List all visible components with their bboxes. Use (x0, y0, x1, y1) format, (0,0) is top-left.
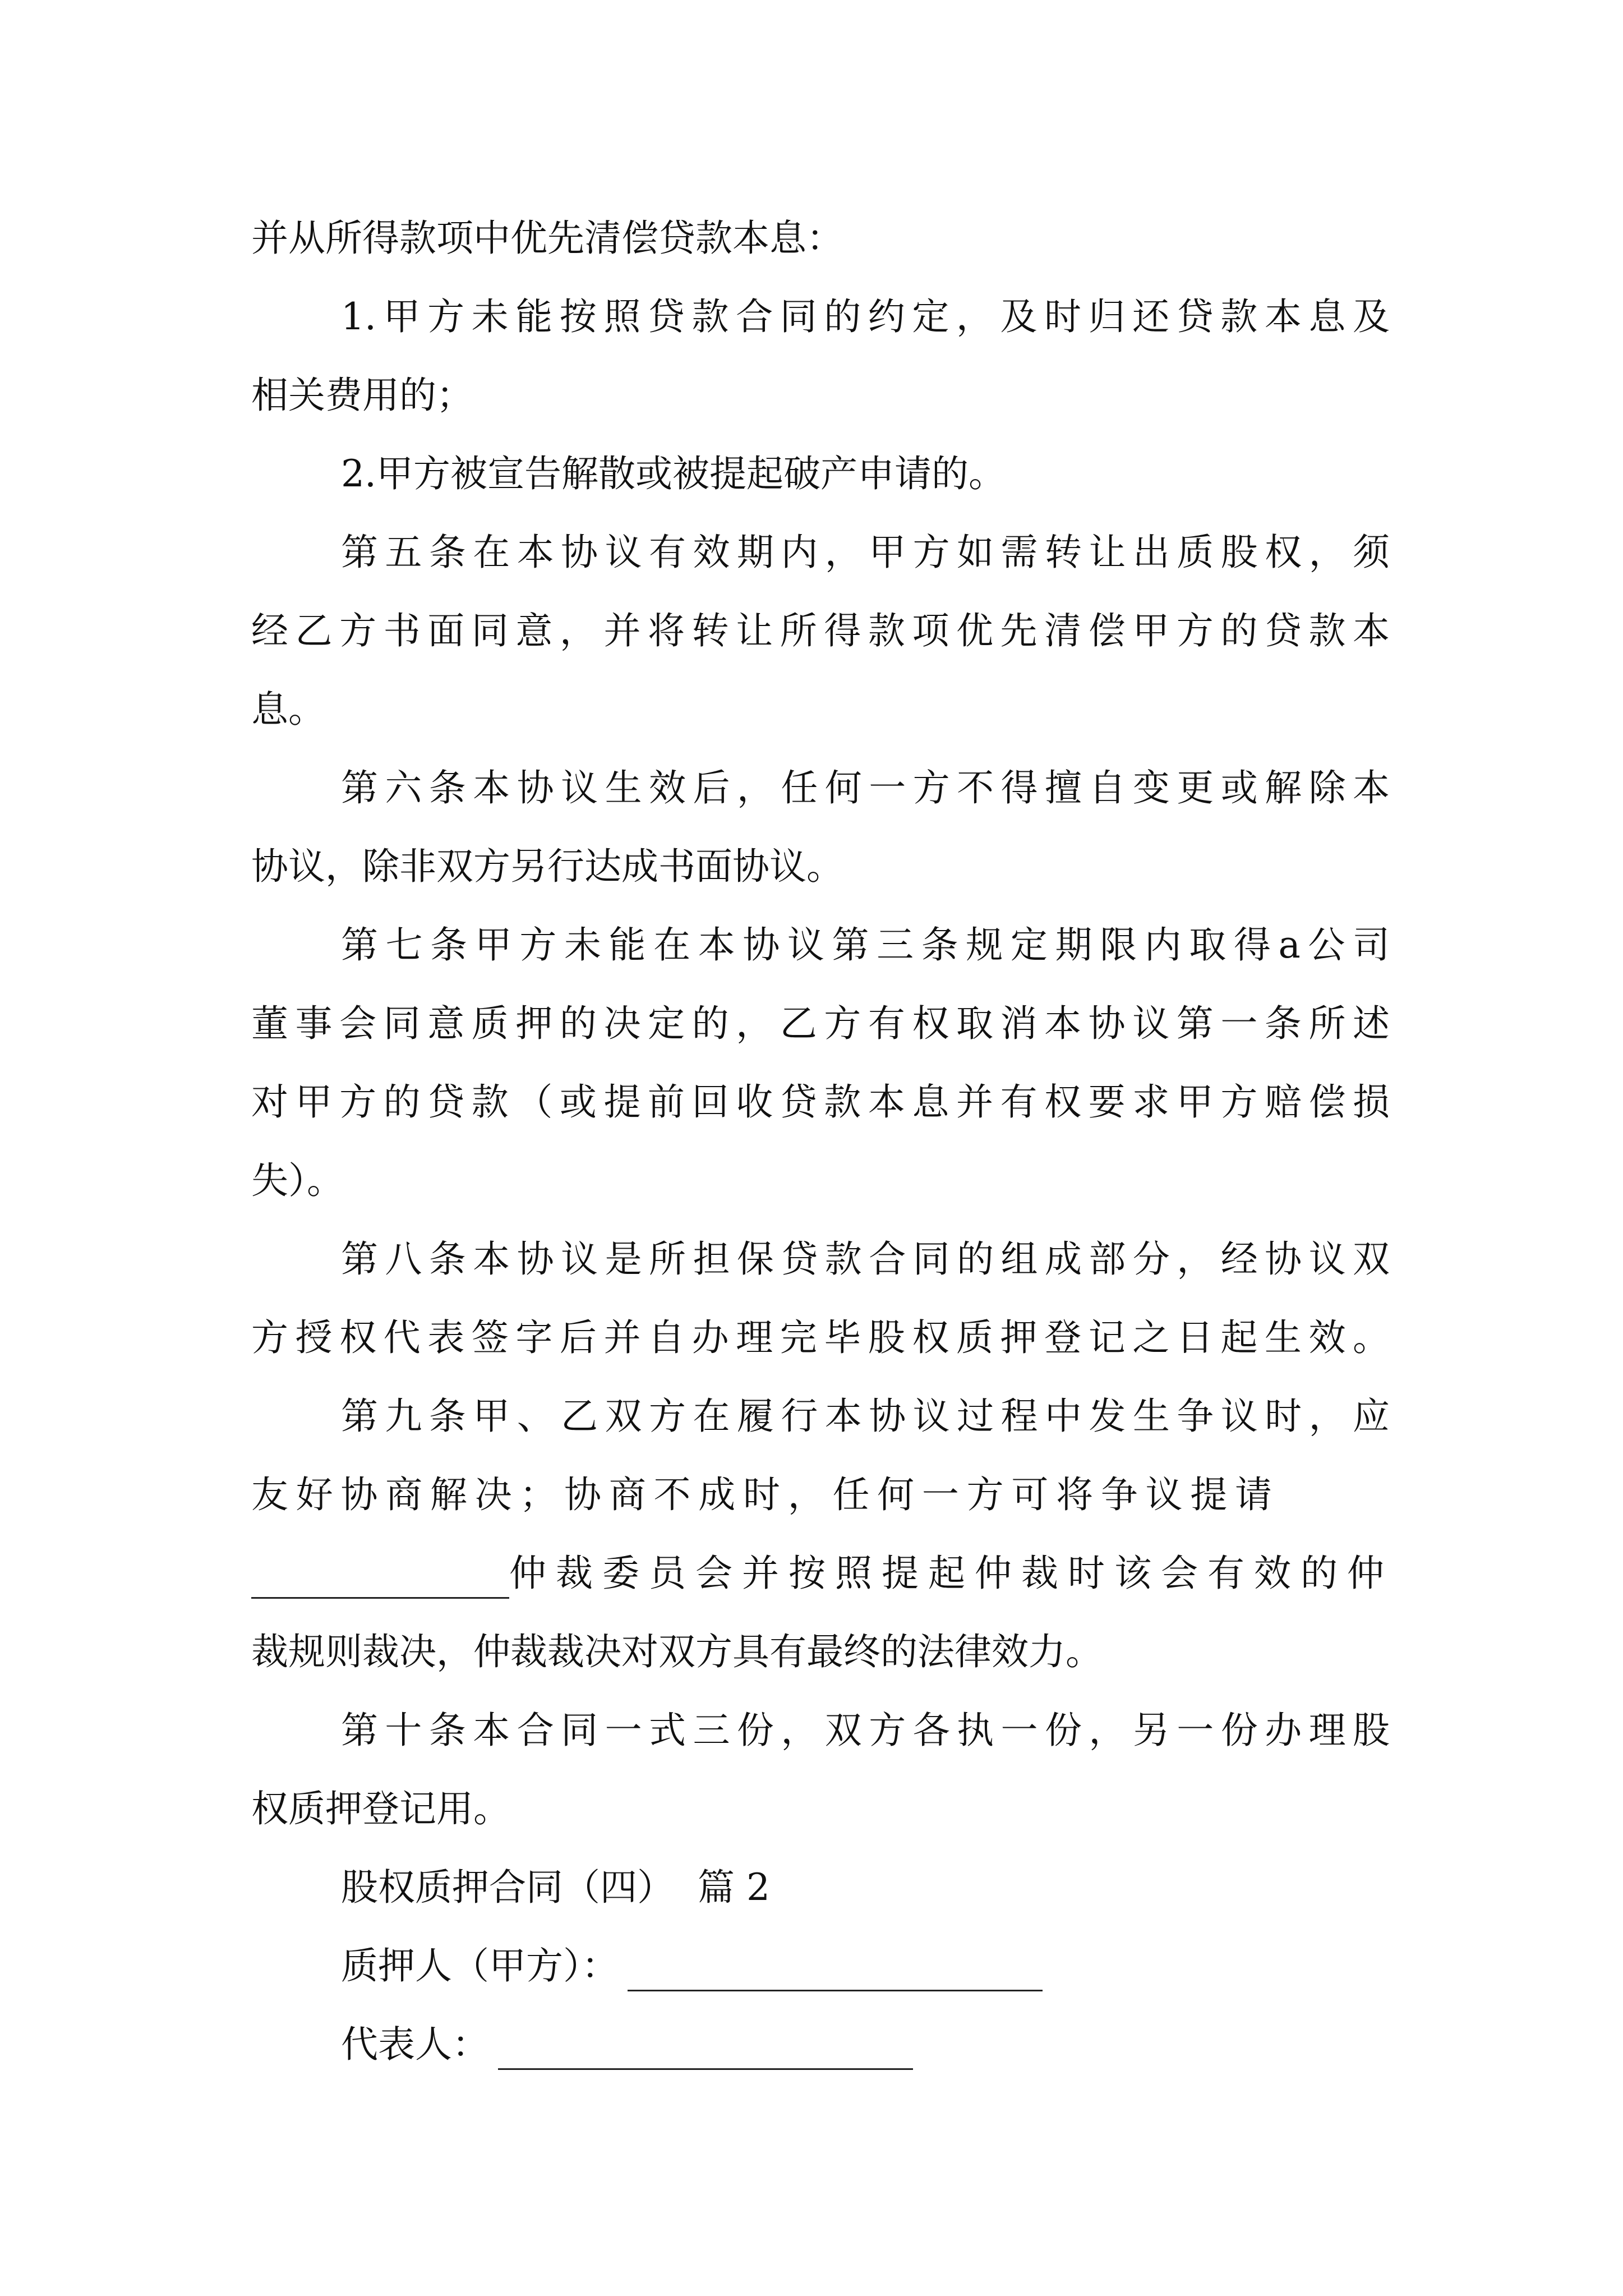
paragraph-line: 并从所得款项中优先清偿贷款本息： (251, 217, 843, 260)
representative-blank[interactable] (498, 2029, 913, 2070)
paragraph-line: 方授权代表签字后并自办理完毕股权质押登记之日起生效。 (251, 1316, 1390, 1359)
pledgor-blank[interactable] (628, 1950, 1043, 1991)
paragraph-line: 第八条本协议是所担保贷款合同的组成部分，经协议双 (341, 1237, 1390, 1281)
representative-field: 代表人： (341, 2019, 913, 2070)
paragraph-line: 第九条甲、乙双方在履行本协议过程中发生争议时，应 (341, 1395, 1390, 1438)
paragraph-line: 对甲方的贷款（或提前回收贷款本息并有权要求甲方赔偿损 (251, 1080, 1390, 1124)
paragraph-line: 仲裁委员会并按照提起仲裁时该会有效的仲 (251, 1548, 1384, 1599)
section-heading: 股权质押合同（四） 篇 2 (341, 1866, 770, 1909)
paragraph-line: 1.甲方未能按照贷款合同的约定，及时归还贷款本息及 (341, 295, 1390, 338)
paragraph-line: 失）。 (251, 1159, 344, 1202)
paragraph-line: 第五条在本协议有效期内，甲方如需转让出质股权，须 (341, 531, 1390, 574)
paragraph-line: 权质押登记用。 (251, 1787, 510, 1830)
pledgor-field: 质押人（甲方）： (341, 1941, 1043, 1991)
paragraph-line: 董事会同意质押的决定的，乙方有权取消本协议第一条所述 (251, 1002, 1390, 1045)
paragraph-line: 第六条本协议生效后，任何一方不得擅自变更或解除本 (341, 766, 1390, 809)
paragraph-line: 息。 (251, 688, 325, 731)
paragraph-line: 第七条甲方未能在本协议第三条规定期限内取得a公司 (341, 923, 1390, 967)
paragraph-line: 第十条本合同一式三份，双方各执一份，另一份办理股 (341, 1709, 1390, 1752)
paragraph-line: 经乙方书面同意，并将转让所得款项优先清偿甲方的贷款本 (251, 609, 1390, 652)
paragraph-line: 2.甲方被宣告解散或被提起破产申请的。 (341, 452, 1006, 495)
paragraph-line: 相关费用的； (251, 374, 473, 417)
arbitration-commission-blank[interactable] (251, 1558, 509, 1599)
paragraph-line: 友好协商解决；协商不成时，任何一方可将争议提请 (251, 1473, 1272, 1516)
paragraph-line: 裁规则裁决，仲裁裁决对双方具有最终的法律效力。 (251, 1630, 1103, 1673)
paragraph-line: 协议，除非双方另行达成书面协议。 (251, 845, 843, 888)
